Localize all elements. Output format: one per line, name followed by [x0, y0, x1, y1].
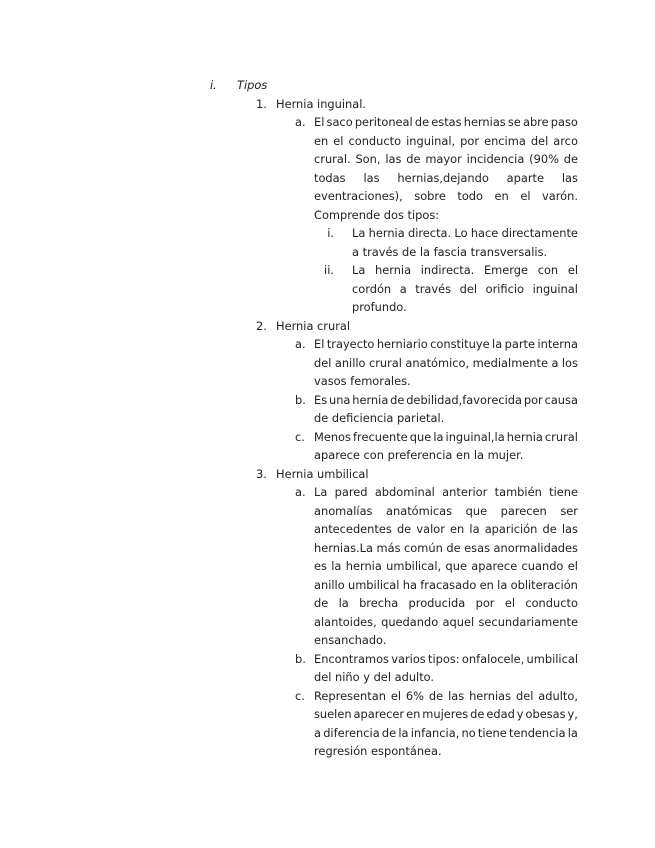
word: ha: [402, 577, 417, 592]
item-number: 3.: [256, 466, 267, 481]
word: anterior: [442, 485, 488, 499]
word: a: [399, 281, 407, 296]
word: la: [492, 337, 503, 351]
word: Es: [314, 392, 328, 407]
word: esas: [464, 540, 490, 555]
word: incidencia: [466, 152, 525, 166]
word: La: [352, 226, 366, 240]
word: diferencia: [323, 725, 380, 740]
word: valor: [416, 522, 445, 536]
word: en: [314, 133, 329, 148]
word: debilidad,favorecida: [406, 392, 523, 407]
word: medialmente: [472, 355, 549, 370]
subitem-line: [314, 724, 578, 742]
word: suelen: [314, 707, 352, 721]
word: hernia: [506, 429, 543, 444]
word: de: [314, 596, 329, 610]
word: directa.: [407, 226, 452, 240]
word: parte: [504, 337, 536, 351]
word: de: [542, 522, 557, 536]
word: tiene: [549, 485, 578, 499]
word: en: [479, 577, 494, 592]
item-title: Hernia umbilical: [276, 466, 369, 481]
word: varón.: [542, 189, 578, 203]
word: cordón: [352, 281, 392, 296]
word: Encontramos: [314, 651, 389, 666]
word: del: [530, 133, 549, 148]
word: en: [494, 189, 509, 203]
subitem-line: regresión espontánea.: [314, 744, 442, 758]
subsub-marker: i.: [327, 226, 334, 240]
word: umbilical: [526, 651, 578, 666]
subitem-line: [314, 354, 578, 372]
word: infancia,: [410, 725, 460, 740]
word: quedando: [381, 614, 439, 629]
word: las: [561, 170, 578, 185]
word: mayor: [425, 152, 462, 166]
word: por: [523, 392, 543, 407]
word: brecha: [359, 596, 399, 610]
word: el: [333, 133, 344, 148]
word: la: [398, 725, 409, 740]
word: Representan: [314, 688, 386, 703]
word: inguinal,la: [445, 429, 505, 444]
word: tiene: [477, 725, 507, 740]
word: umbilical,: [386, 559, 442, 573]
word: onfalocele,: [461, 651, 525, 666]
word: hernia: [345, 559, 382, 573]
word: las: [448, 688, 465, 703]
subitem-line: ensanchado.: [314, 633, 387, 647]
subitem-line: [314, 705, 578, 723]
word: hernias,dejando: [397, 170, 489, 185]
word: (90%: [529, 152, 559, 166]
word: aquel: [442, 614, 475, 629]
word: no: [461, 725, 476, 740]
subitem-line: [314, 391, 578, 409]
word: frecuente: [353, 429, 408, 444]
subitem-line: [314, 594, 578, 612]
word: a: [551, 355, 559, 370]
word: que: [409, 429, 432, 444]
word: anormalidades: [493, 540, 578, 555]
word: pared: [334, 485, 368, 499]
word: Son,: [355, 152, 381, 166]
word: hernia: [352, 392, 389, 407]
word: hernia: [375, 263, 412, 277]
section-marker: i.: [210, 78, 217, 92]
subitem-marker: a.: [295, 485, 306, 499]
word: en: [450, 522, 465, 536]
word: de: [381, 725, 397, 740]
word: del: [459, 281, 478, 296]
word: por: [460, 133, 480, 148]
word: sobre: [414, 189, 446, 203]
subitem-line: [314, 557, 578, 575]
word: orificio: [485, 281, 524, 296]
word: la: [331, 559, 342, 573]
word: que: [465, 503, 488, 518]
word: adulto,: [538, 688, 578, 703]
word: anillo: [334, 355, 366, 370]
word: Menos: [314, 429, 351, 444]
section-title: Tipos: [237, 78, 268, 92]
word: anomalías: [314, 503, 373, 518]
word: Lo: [454, 226, 468, 240]
word: y,: [567, 707, 578, 721]
word: anatómico,: [405, 355, 470, 370]
word: hernia: [368, 226, 405, 240]
word: parecen: [500, 503, 547, 518]
word: paso: [550, 115, 578, 129]
word: saco: [326, 115, 353, 129]
word: varios: [391, 651, 426, 666]
word: la: [433, 429, 444, 444]
subitem-line: [314, 187, 578, 205]
subitem-line: [314, 113, 578, 131]
word: común: [404, 540, 443, 555]
subsub-marker: ii.: [324, 263, 334, 277]
item-title: Hernia crural: [276, 318, 351, 333]
subitem-marker: a.: [295, 337, 306, 351]
word: eventraciones),: [314, 189, 403, 203]
subitem-marker: c.: [295, 688, 305, 703]
subitem-line: aparece con preferencia en la mujer.: [314, 448, 524, 462]
word: producida: [408, 596, 466, 610]
word: tipos:: [428, 651, 460, 666]
word: en: [406, 707, 421, 721]
word: tendencia: [509, 725, 566, 740]
word: el: [567, 559, 578, 573]
subitem-line: [314, 169, 578, 187]
word: abdominal: [374, 485, 435, 499]
word: abre: [522, 115, 549, 129]
word: encima: [484, 133, 526, 148]
word: de: [470, 707, 485, 721]
word: la: [567, 725, 578, 740]
subitem-line: Comprende dos tipos:: [314, 207, 440, 222]
word: la: [497, 577, 508, 592]
word: crural.: [314, 152, 351, 166]
subitem-line: [314, 132, 578, 150]
word: antecedentes: [314, 522, 392, 536]
word: secundariamente: [478, 614, 578, 629]
word: la: [338, 596, 349, 610]
word: también: [494, 485, 542, 499]
word: causa: [544, 392, 578, 407]
subitem-line: [314, 539, 578, 557]
subitem-line: [314, 483, 578, 501]
word: todas: [314, 170, 346, 185]
word: El: [314, 115, 325, 129]
subitem-marker: b.: [295, 651, 306, 666]
word: mujeres: [422, 707, 469, 721]
word: hace: [470, 226, 499, 240]
word: ser: [560, 503, 578, 518]
subitem-line: del niño y del adulto.: [314, 670, 435, 684]
word: una: [328, 392, 351, 407]
item-title: Hernia inguinal.: [276, 96, 367, 111]
word: peritoneal: [354, 115, 413, 129]
subitem-marker: c.: [295, 429, 305, 444]
word: el: [520, 189, 531, 203]
word: cuando: [521, 559, 564, 573]
word: 6%: [405, 688, 424, 703]
word: herniario: [376, 337, 428, 351]
word: Emerge: [483, 263, 529, 277]
word: hernias: [463, 115, 506, 129]
word: que: [445, 559, 467, 573]
word: umbilical: [347, 577, 400, 592]
subitem-line: [314, 150, 578, 168]
word: del: [314, 355, 332, 370]
word: indirecta.: [420, 263, 475, 277]
word: inguinal,: [406, 133, 456, 148]
subitem-line: de deficiencia parietal.: [314, 411, 445, 425]
item-number: 1.: [256, 96, 267, 111]
word: inguinal: [532, 281, 578, 296]
word: hernias: [469, 688, 512, 703]
word: crural: [544, 429, 578, 444]
word: los: [561, 355, 578, 370]
word: de: [428, 688, 444, 703]
word: las: [385, 152, 402, 166]
word: aparecer: [353, 707, 405, 721]
subsub-line: profundo.: [352, 300, 407, 314]
word: fracasado: [420, 577, 477, 592]
word: todo: [457, 189, 484, 203]
word: interna: [537, 337, 578, 351]
word: conducto: [525, 596, 578, 610]
subitem-line: [314, 502, 578, 520]
word: estas: [431, 115, 462, 129]
word: se: [507, 115, 521, 129]
word: la: [469, 522, 480, 536]
word: La: [352, 263, 366, 277]
word: obliteración: [510, 577, 578, 592]
word: crural: [368, 355, 402, 370]
word: directamente: [501, 226, 578, 240]
word: El: [314, 337, 325, 351]
subitem-line: [314, 520, 578, 538]
subitem-line: [314, 428, 578, 446]
word: de: [390, 392, 405, 407]
subitem-marker: b.: [295, 392, 306, 407]
word: aparte: [506, 170, 545, 185]
word: alantoides,: [314, 614, 377, 629]
word: obesas: [525, 707, 566, 721]
word: el: [504, 596, 515, 610]
subsub-line: [352, 261, 578, 279]
subsub-line: a través de la fascia transversalis.: [352, 244, 548, 259]
word: constituye: [430, 337, 490, 351]
word: hernias.La: [314, 540, 373, 555]
word: anillo: [314, 577, 345, 592]
word: por: [475, 596, 495, 610]
word: más: [376, 540, 401, 555]
subitem-line: [314, 576, 578, 594]
word: de: [406, 152, 421, 166]
subitem-line: vasos femorales.: [314, 374, 411, 388]
word: y: [516, 707, 524, 721]
word: aparición: [484, 522, 538, 536]
word: de: [396, 522, 412, 536]
subitem-line: [314, 613, 578, 631]
word: arco: [553, 133, 578, 148]
subitem-line: [314, 335, 578, 353]
word: través: [415, 281, 452, 296]
word: La: [314, 485, 328, 499]
subsub-line: [352, 280, 578, 298]
word: las: [363, 170, 380, 185]
word: trayecto: [326, 337, 375, 351]
word: de: [563, 152, 578, 166]
word: las: [561, 522, 578, 536]
word: conducto: [348, 133, 402, 148]
word: es: [314, 559, 327, 573]
word: de: [446, 540, 461, 555]
subitem-line: [314, 650, 578, 668]
word: edad: [486, 707, 515, 721]
word: a: [314, 725, 321, 740]
word: el: [390, 688, 402, 703]
word: el: [567, 263, 578, 277]
item-number: 2.: [256, 318, 267, 333]
word: anatómicas: [386, 503, 453, 518]
word: del: [515, 688, 534, 703]
subitem-marker: a.: [295, 115, 306, 129]
subitem-line: [314, 687, 578, 705]
word: con: [537, 263, 559, 277]
word: de: [414, 115, 430, 129]
subsub-line: [352, 224, 578, 242]
word: aparece: [471, 559, 518, 573]
